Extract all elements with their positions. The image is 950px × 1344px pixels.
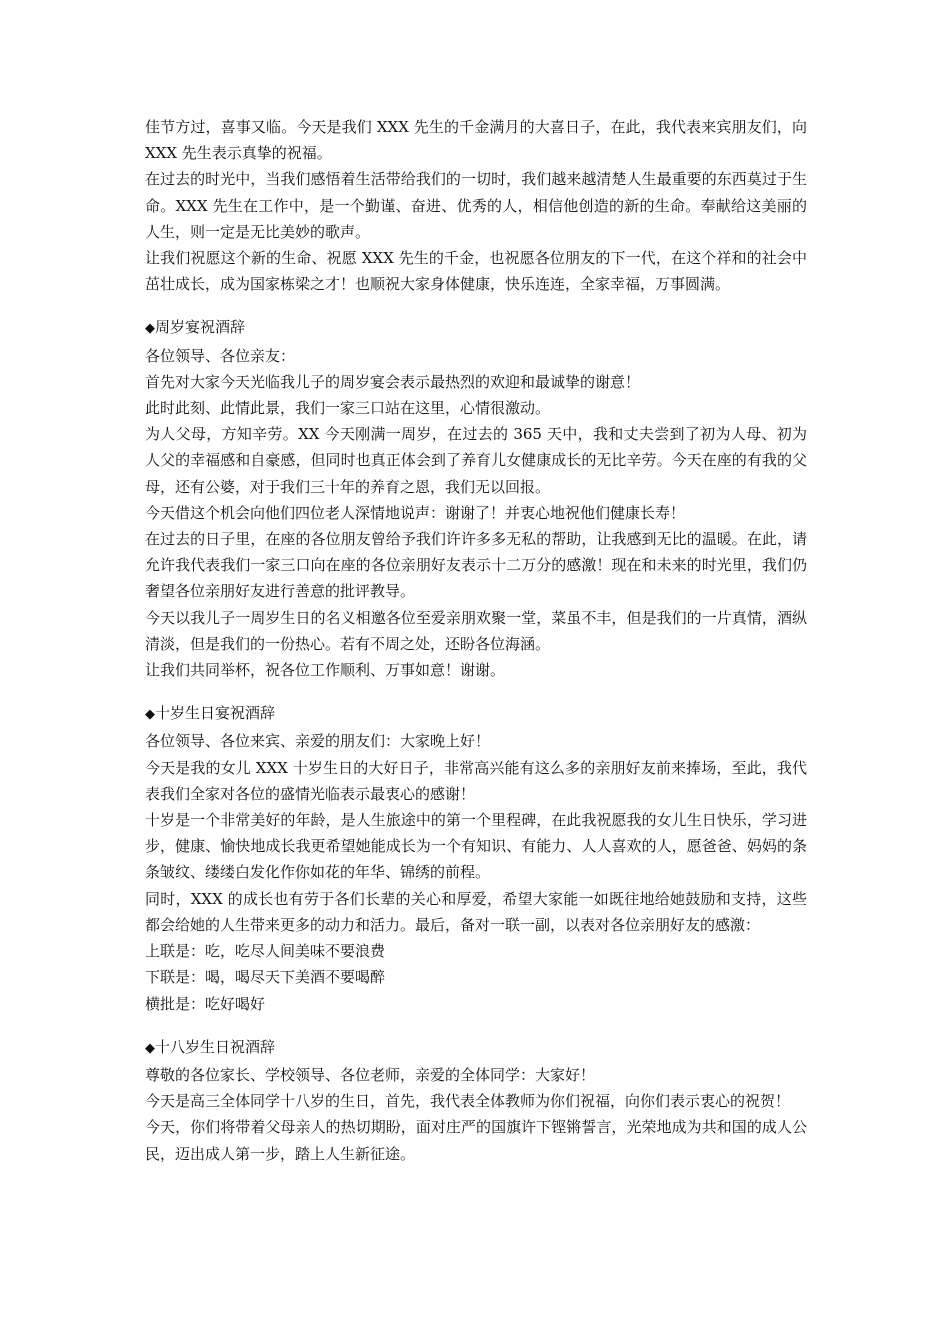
diamond-bullet-icon: ◆ [145,707,155,723]
diamond-bullet-icon: ◆ [145,321,155,337]
diamond-bullet-icon: ◆ [145,1040,155,1056]
paragraph: 今天以我儿子一周岁生日的名义相邀各位至爱亲朋欢聚一堂，菜虽不丰，但是我们的一片真情，酒纵清淡，但是我们的一份热心。若有不周之处，还盼各位海涵。 [145,608,807,653]
paragraph: 今天借这个机会向他们四位老人深情地说声：谢谢了！并衷心地祝他们健康长寿！ [145,503,686,522]
section-heading [145,1034,807,1062]
paragraph: 今天是我的女儿 XXX 十岁生日的大好日子，非常高兴能有这么多的亲朋好友前来捧场，至此，我代表我们全家对各位的盛情光临表示最衷心的感谢！ [145,758,807,803]
paragraph: 今天是高三全体同学十八岁的生日，首先，我代表全体教师为你们祝福，向你们表示衷心的祝贺！ [145,1092,791,1111]
section-heading [145,314,807,342]
section-heading [145,700,807,728]
section [145,114,807,297]
section-heading-text: 周岁宴祝酒辞 [155,318,246,337]
paragraph: 让我们共同举杯，祝各位工作顺利、万事如意！谢谢。 [145,661,506,680]
paragraph: 十岁是一个非常美好的年龄，是人生旅途中的第一个里程碑，在此我祝愿我的女儿生日快乐，学习进步，健康、愉快地成长我更希望她能成长为一个有知识、有能力、人人喜欢的人，愿爸爸、妈妈的条条皱纹、缕缕白发化作你如花的年华、锦绣的前程。 [145,811,807,882]
paragraph: 此时此刻、此情此景，我们一家三口站在这里，心情很激动。 [145,399,551,418]
paragraph: 同时，XXX 的成长也有劳于各们长辈的关心和厚爱，希望大家能一如既往地给她鼓励和支持，这些都会给她的人生带来更多的动力和活力。最后，备对一联一副，以表对各位亲朋好友的感激： [145,889,807,934]
section [145,700,807,1016]
section [145,1034,807,1167]
paragraph: 让我们祝愿这个新的生命、祝愿 XXX 先生的千金，也祝愿各位朋友的下一代，在这个祥和的社会中茁壮成长，成为国家栋梁之才！也顺祝大家身体健康，快乐连连，全家幸福，万事圆满。 [145,249,807,294]
paragraph: 各位领导、各位亲友： [145,346,296,365]
paragraph: 佳节方过，喜事又临。今天是我们 XXX 先生的千金满月的大喜日子，在此，我代表来宾朋友们，向 XXX 先生表示真挚的祝福。 [145,118,807,163]
section-heading-text: 十八岁生日祝酒辞 [155,1037,276,1056]
paragraph: 各位领导、各位来宾、亲爱的朋友们：大家晚上好！ [145,732,491,751]
paragraph: 下联是：喝，喝尽天下美酒不要喝醉 [145,968,386,987]
paragraph: 为人父母，方知辛劳。XX 今天刚满一周岁，在过去的 365 天中，我和丈夫尝到了初为人母、初为人父的幸福感和自豪感，但同时也真正体会到了养育儿女健康成长的无比辛劳。今天在座的有我的父母，还有公婆，对于我们三十年的养育之恩，我们无以回报。 [145,425,807,496]
paragraph: 尊敬的各位家长、学校领导、各位老师，亲爱的全体同学：大家好！ [145,1065,596,1084]
section-heading-text: 十岁生日宴祝酒辞 [155,704,276,723]
paragraph: 今天，你们将带着父母亲人的热切期盼，面对庄严的国旗许下铿锵誓言，光荣地成为共和国的成人公民，迈出成人第一步，踏上人生新征途。 [145,1118,807,1163]
paragraph: 横批是：吃好喝好 [145,994,266,1013]
document-body [145,114,807,1184]
section [145,314,807,683]
paragraph: 在过去的时光中，当我们感悟着生活带给我们的一切时，我们越来越清楚人生最重要的东西莫过于生命。XXX 先生在工作中，是一个勤谨、奋进、优秀的人，相信他创造的新的生命。奉献给这美丽的人生，则一定是无比美妙的歌声。 [145,170,807,241]
paragraph: 在过去的日子里，在座的各位朋友曾给予我们许许多多无私的帮助，让我感到无比的温暖。在此，请允许我代表我们一家三口向在座的各位亲朋好友表示十二万分的感激！现在和未来的时光里，我们仍奢望各位亲朋好友进行善意的批评教导。 [145,530,807,601]
paragraph: 上联是：吃，吃尽人间美味不要浪费 [145,942,386,961]
paragraph: 首先对大家今天光临我儿子的周岁宴会表示最热烈的欢迎和最诚挚的谢意！ [145,372,641,391]
